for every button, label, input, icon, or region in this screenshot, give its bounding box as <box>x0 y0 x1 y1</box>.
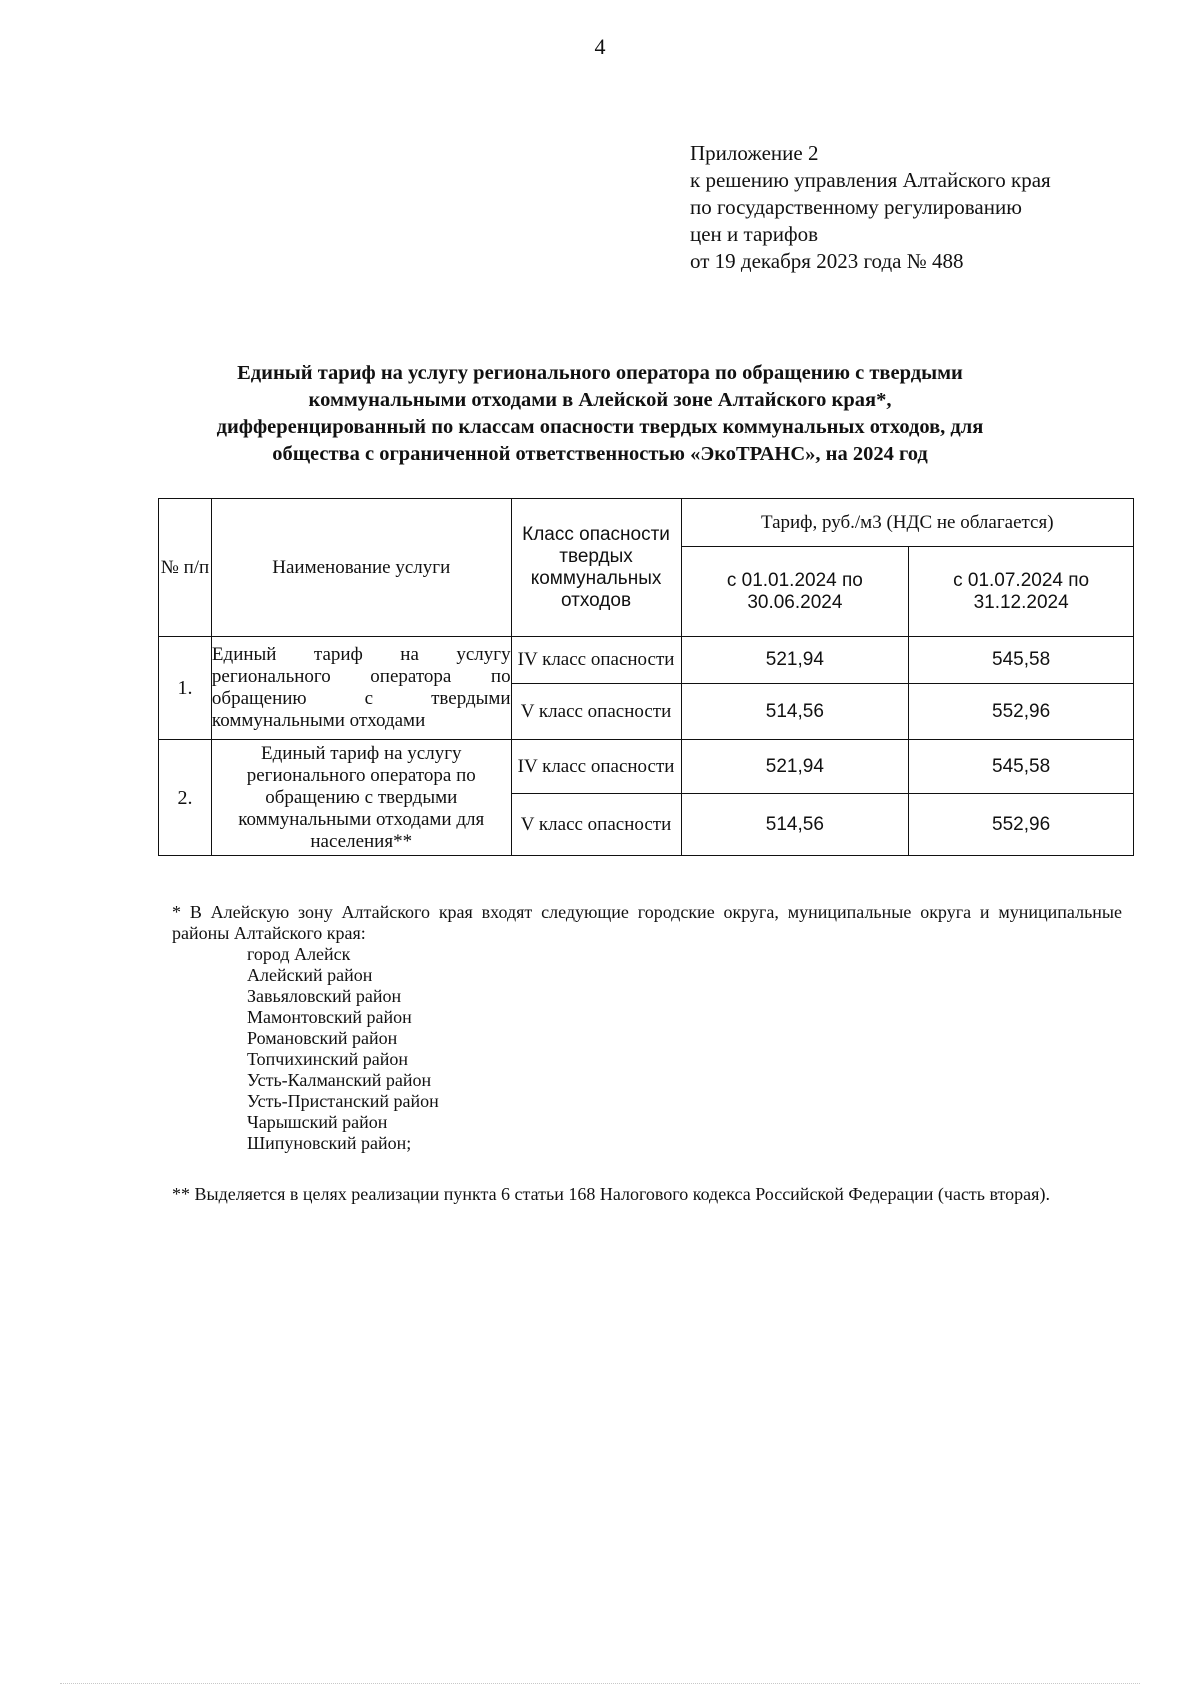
list-item: Усть-Пристанский район <box>247 1091 439 1111</box>
list-item: Усть-Калманский район <box>247 1070 432 1090</box>
appendix-line: цен и тарифов <box>690 222 819 246</box>
table-header-row <box>159 499 1134 547</box>
page-bottom-divider <box>60 1683 1140 1684</box>
tariff-period-1: 521,94 <box>681 637 909 684</box>
appendix-block <box>690 140 1170 275</box>
list-item: город Алейск <box>247 944 351 964</box>
row-number: 2. <box>159 740 212 856</box>
list-item: Романовский район <box>247 1028 398 1048</box>
hazard-class: IV класс опасности <box>511 637 681 684</box>
header-number: № п/п <box>159 499 212 637</box>
title-line: коммунальными отходами в Алейской зоне Алтайского края*, <box>308 389 892 411</box>
district-list <box>247 944 1122 1154</box>
title-line: общества с ограниченной ответственностью «ЭкоТРАНС», на 2024 год <box>272 443 928 465</box>
list-item: Шипуновский район; <box>247 1133 412 1153</box>
tariff-period-2: 552,96 <box>909 794 1134 856</box>
footnote-zone: * В Алейскую зону Алтайского края входят следующие городские округа, муниципальные округа и муниципальные районы Алтайского края: <box>172 902 1122 943</box>
appendix-line: по государственному регулированию <box>690 195 1022 219</box>
hazard-class: V класс опасности <box>511 794 681 856</box>
tariff-period-1: 514,56 <box>681 684 909 740</box>
header-service-name: Наименование услуги <box>211 499 511 637</box>
tariff-table <box>158 498 1134 856</box>
appendix-line: от 19 декабря 2023 года № 488 <box>690 249 964 273</box>
header-period-2: с 01.07.2024 по 31.12.2024 <box>909 547 1134 637</box>
title-line: Единый тариф на услугу регионального оператора по обращению с твердыми <box>237 362 963 384</box>
tariff-period-1: 521,94 <box>681 740 909 794</box>
header-period-1: с 01.01.2024 по 30.06.2024 <box>681 547 909 637</box>
table-row <box>159 637 1134 684</box>
appendix-line: Приложение 2 <box>690 141 819 165</box>
title-line: дифференцированный по классам опасности твердых коммунальных отходов, для <box>216 416 984 438</box>
hazard-class: IV класс опасности <box>511 740 681 794</box>
list-item: Завьяловский район <box>247 986 402 1006</box>
footnote-vat: ** Выделяется в целях реализации пункта 6 статьи 168 Налогового кодекса Российской Федерации (часть вторая). <box>172 1184 1050 1204</box>
footnotes <box>172 902 1122 1205</box>
table-row <box>159 740 1134 794</box>
tariff-period-1: 514,56 <box>681 794 909 856</box>
tariff-period-2: 552,96 <box>909 684 1134 740</box>
header-tariff-group: Тариф, руб./м3 (НДС не облагается) <box>681 499 1134 547</box>
row-number: 1. <box>159 637 212 740</box>
page-number: 4 <box>594 34 606 59</box>
tariff-period-2: 545,58 <box>909 637 1134 684</box>
service-name: Единый тариф на услугу регионального оператора по обращению с твердыми коммунальными отходами <box>211 637 511 740</box>
list-item: Алейский район <box>247 965 373 985</box>
list-item: Мамонтовский район <box>247 1007 412 1027</box>
service-name: Единый тариф на услугу регионального оператора по обращению с твердыми коммунальными отходами для населения** <box>211 740 511 856</box>
tariff-period-2: 545,58 <box>909 740 1134 794</box>
list-item: Чарышский район <box>247 1112 388 1132</box>
list-item: Топчихинский район <box>247 1049 408 1069</box>
appendix-line: к решению управления Алтайского края <box>690 168 1051 192</box>
document-title <box>150 360 1050 468</box>
header-hazard-class: Класс опасности твердых коммунальных отходов <box>511 499 681 637</box>
hazard-class: V класс опасности <box>511 684 681 740</box>
